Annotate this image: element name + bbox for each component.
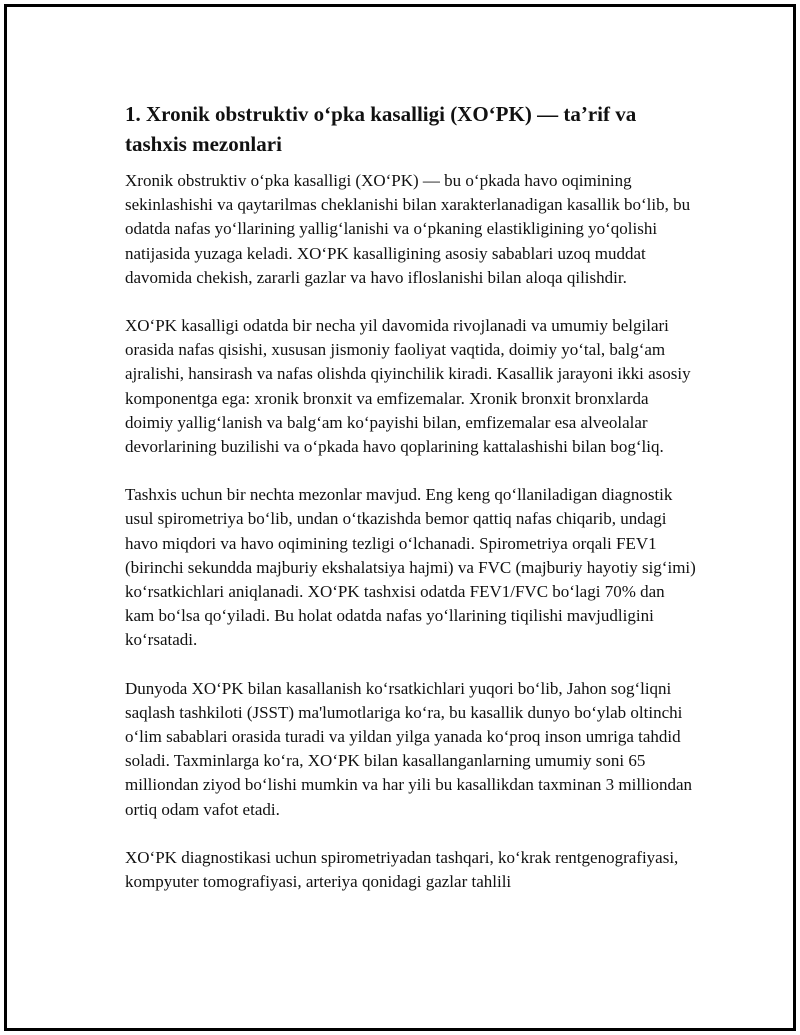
paragraph-prevalence: Dunyoda XO‘PK bilan kasallanish ko‘rsatkichlari yuqori bo‘lib, Jahon sog‘liqni saqlash tashkiloti (JSST) ma'lumotlariga ko‘ra, bu kasallik dunyo bo‘ylab oltinchi o‘lim sabablari orasida turadi va yildan yilga yanada ko‘proq inson umriga tahdid soladi. Taxminlarga ko‘ra, XO‘PK bilan kasallanganlarning umumiy soni 65 milliondan ziyod bo‘lishi mumkin va har yili bu kasallikdan taxminan 3 milliondan ortiq odam vafot etadi.	[125, 678, 693, 819]
paragraph-definition: Xronik obstruktiv o‘pka kasalligi (XO‘PK) — bu o‘pkada havo oqimining sekinlashishi va qaytarilmas cheklanishi bilan xarakterlanadigan kasallik bo‘lib, bu odatda nafas yo‘llarining yallig‘lanishi va o‘pkaning elastikligining yo‘qolishi natijasida yuzaga keladi. XO‘PK kasalligining asosiy sabablari uzoq muddat davomida chekish, zararli gazlar va havo ifloslanishi bilan aloqa qilishdir.	[125, 171, 691, 287]
paragraph-diagnosis: Tashxis uchun bir nechta mezonlar mavjud. Eng keng qo‘llaniladigan diagnostik usul spirometriya bo‘lib, undan o‘tkazishda bemor qattiq nafas chiqarib, undagi havo miqdori va havo oqimining tezligi o‘lchanadi. Spirometriya orqali FEV1 (birinchi sekundda majburiy ekshalatsiya hajmi) va FVC (majburiy hayotiy sig‘imi) ko‘rsatkichlari aniqlanadi. XO‘PK tashxisi odatda FEV1/FVC bo‘lagi 70% dan kam bo‘lsa qo‘yiladi. Bu holat odatda nafas yo‘llarining tiqilishi mavjudligini ko‘rsatadi.	[125, 485, 696, 650]
paragraph-symptoms: XO‘PK kasalligi odatda bir necha yil davomida rivojlanadi va umumiy belgilari orasida nafas qisishi, xususan jismoniy faoliyat vaqtida, doimiy yo‘tal, balg‘am ajralishi, hansirash va nafas olishda qiyinchilik kiradi. Kasallik jarayoni ikki asosiy komponentga ega: xronik bronxit va emfizemalar. Xronik bronxit bronxlarda doimiy yallig‘lanish va balg‘am ko‘payishi bilan, emfizemalar esa alveolalar devorlarining buzilishi va o‘pkada havo qoplarining kattalashishi bilan bog‘liq.	[125, 316, 691, 457]
page-frame	[4, 4, 796, 1031]
section-heading: 1. Xronik obstruktiv o‘pka kasalligi (XO‘PK) — ta’rif va tashxis mezonlari	[125, 102, 637, 156]
document-body	[125, 99, 697, 918]
paragraph-diagnostics-continued: XO‘PK diagnostikasi uchun spirometriyadan tashqari, ko‘krak rentgenografiyasi, kompyuter tomografiyasi, arteriya qonidagi gazlar tahlili	[125, 847, 679, 892]
